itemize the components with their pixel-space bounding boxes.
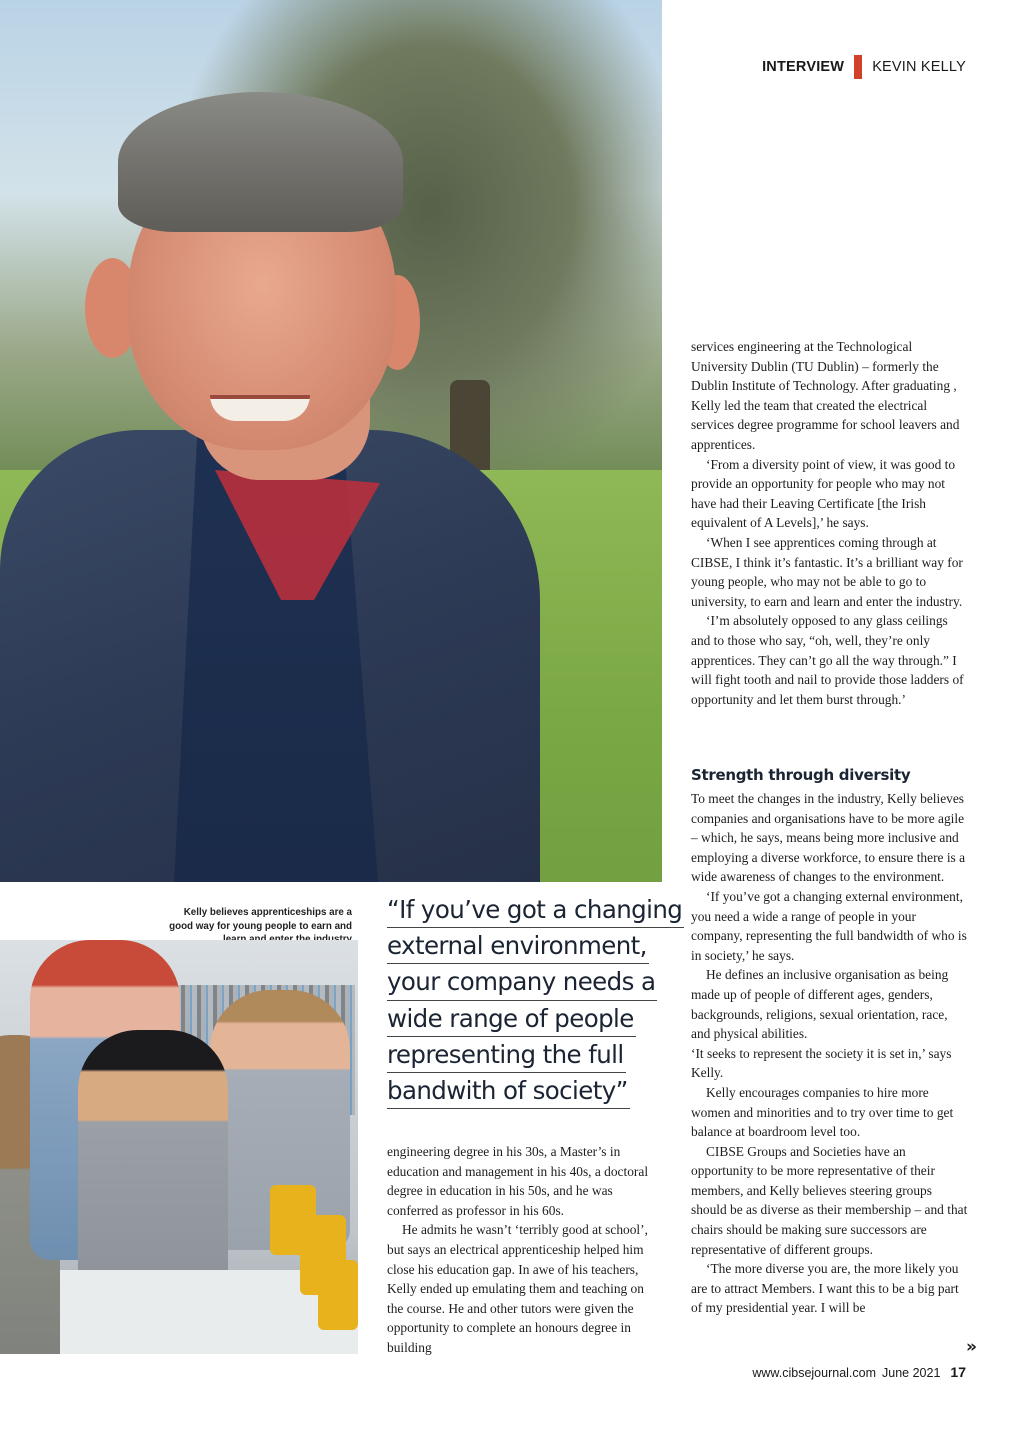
pull-quote-line: representing the full [387,1037,626,1073]
paragraph: Kelly encourages companies to hire more women and minorities and to try over time to get balance at boardroom level too. [691,1084,954,1140]
hair [118,92,403,232]
footer-url: www.cibsejournal.com [752,1366,877,1380]
body-column-middle [387,1142,659,1358]
continue-arrow-icon: » [966,1337,977,1357]
paragraph: ‘When I see apprentices coming through at CIBSE, I think it’s fantastic. It’s a brilliant way for young people, who may not be able to go to university, to earn and learn and enter the industry. [691,534,963,609]
header-divider-bar [854,55,862,79]
portrait-photo [0,0,662,882]
paragraph: CIBSE Groups and Societies have an opportunity to be more representative of their members, and Kelly believes steering groups should be as diverse as their membership – and that chairs should be making sure successors are representative of different groups. [691,1143,968,1257]
paragraph: To meet the changes in the industry, Kelly believes companies and organisations have to be more agile – which, he says, means being more inclusive and employing a diverse workforce, to ensure there is a wide awareness of changes to the environment. [691,791,966,885]
smile [210,395,310,421]
section-label: INTERVIEW [762,59,845,75]
paragraph: ‘I’m absolutely opposed to any glass ceilings and to those who say, “oh, well, they’re only apprentices. They can’t go all the way through.” I will fight tooth and nail to provide those ladders of opportunity and let them burst through.’ [691,613,964,707]
paragraph: engineering degree in his 30s, a Master’s in education and management in his 40s, a doctoral degree in education in his 50s, and he was conferred as professor in his 60s. [387,1144,649,1218]
pull-quote [387,892,683,1109]
body-column-right-top [691,337,969,709]
student-seated [78,1030,228,1310]
paragraph: ‘From a diversity point of view, it was good to provide an opportunity for people who may not have had their Leaving Certificate [the Irish equivalent of A Levels],’ he says. [691,456,956,531]
running-header [762,56,966,78]
body-column-right-bottom [691,789,969,1318]
subheading: Strength through diversity [691,766,911,784]
pull-quote-line: “If you’ve got a changing [387,892,684,928]
classroom-photo [0,940,358,1354]
pull-quote-line: wide range of people [387,1001,636,1037]
footer-date: June 2021 [882,1366,941,1380]
paragraph: ‘It seeks to represent the society it is set in,’ says Kelly. [691,1045,952,1081]
photo-caption: Kelly believes apprenticeships are a good way for young people to earn and [169,907,352,932]
pull-quote-line: external environment, [387,928,649,964]
multimeter [318,1260,358,1330]
interviewee-name: KEVIN KELLY [872,59,966,75]
page-number: 17 [950,1364,966,1380]
paragraph: services engineering at the Technological University Dublin (TU Dublin) – formerly the Dublin Institute of Technology. After graduating , Kelly led the team that created the electrical services degree programme for school leavers and apprentices. [691,339,960,452]
pull-quote-line: bandwith of society” [387,1073,630,1109]
paragraph: ‘If you’ve got a changing external environment, you need a wide a range of people in your company, representing the full bandwidth of who is in society,’ he says. [691,888,967,963]
paragraph: He admits he wasn’t ‘terribly good at school’, but says an electrical apprenticeship helped him close his education gap. In awe of his teachers, Kelly ended up emulating them and teaching on the course. He and other tutors were given the opportunity to complete an honours degree in building [387,1222,648,1355]
paragraph: ‘The more diverse you are, the more likely you are to attract Members. I want this to be a big part of my presidential year. I will be [691,1261,959,1316]
pull-quote-line: your company needs a [387,964,657,1000]
page-footer [752,1364,966,1380]
paragraph: He defines an inclusive organisation as being made up of people of different ages, genders, backgrounds, religions, sexual orientation, race, and physical abilities. [691,967,949,1042]
